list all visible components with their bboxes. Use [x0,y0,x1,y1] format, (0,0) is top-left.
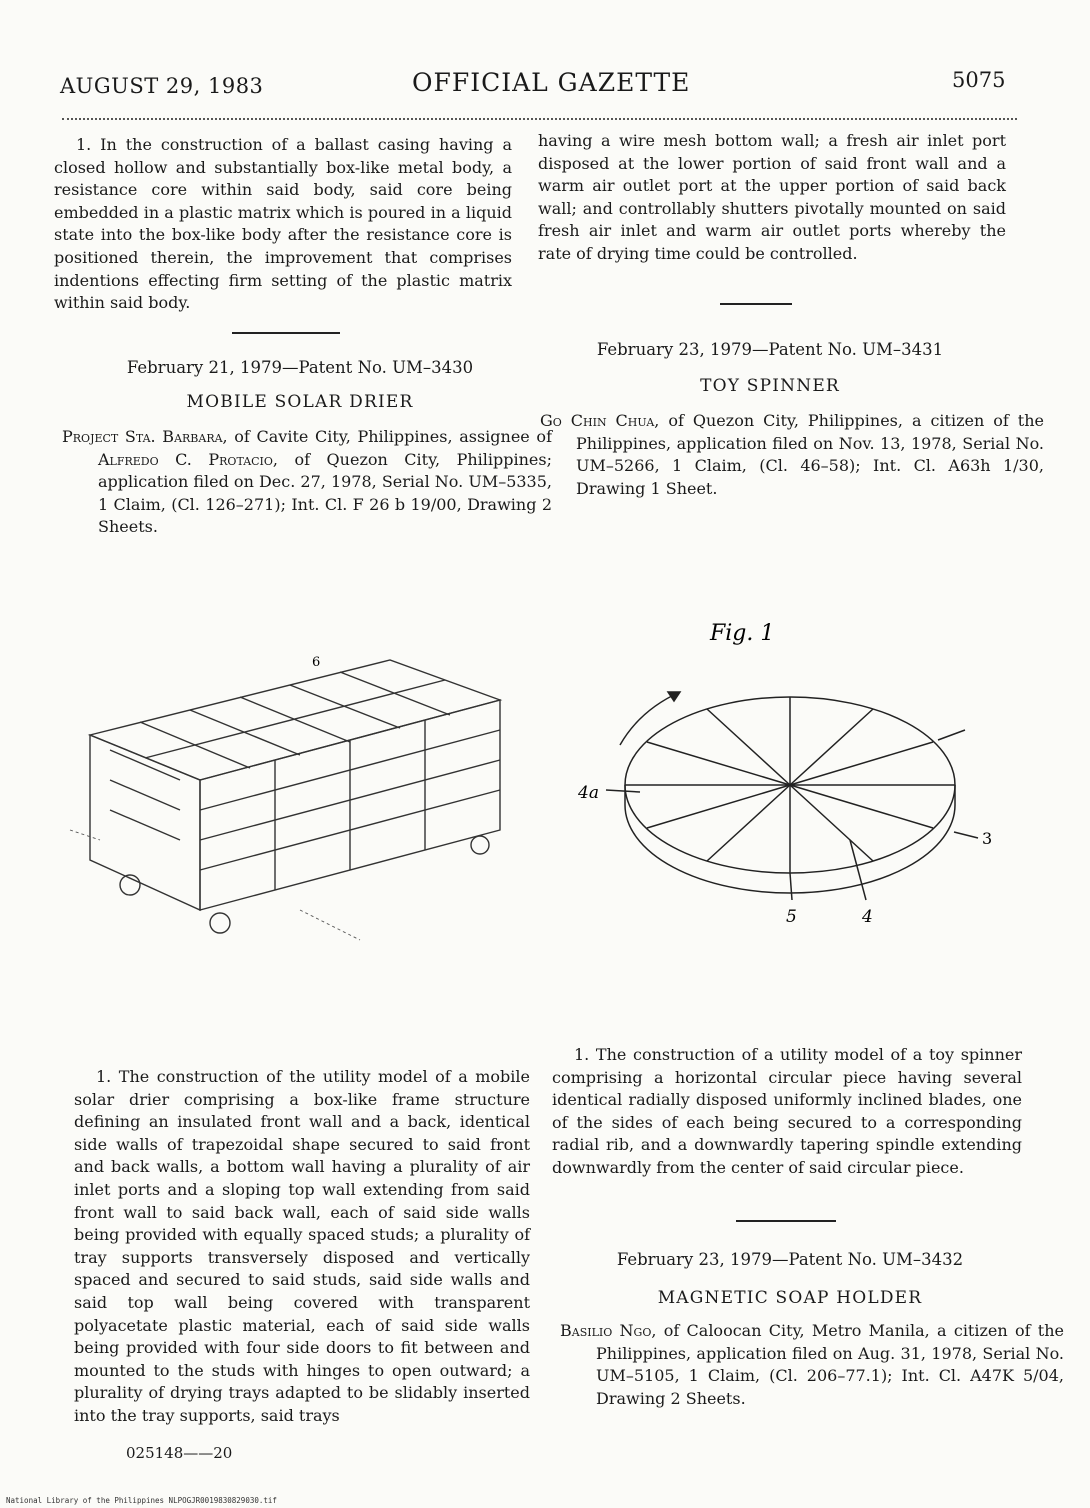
applicant-name: Basilio Ngo [560,1321,652,1340]
toy-spinner-claim-text: 1. The construction of a utility model of a toy spinner comprising a horizontal circular piece having several identical radially disposed uniformly inclined blades, one of the sides of each being secured to a corresponding radial rib, and a downwardly tapering spindle extending downwardly from the center of said circular piece. [552,1045,1022,1177]
solar-drier-claim-text: 1. The construction of the utility model of a mobile solar drier comprising a box-like frame structure defining an insulated front wall and a back, identical side walls of trapezoidal shape secured to said front and back walls, a bottom wall having a plurality of air inlet ports and a sloping top wall extending from said front wall to said back wall, each of said side walls being provided with equally spaced studs; a plurality of tray supports transversely disposed and vertically spaced and secured to said studs, said side walls and said top wall being covered with transparent polyacetate plastic material, each of said side walls being provided with four side doors to fit between and mounted to the studs with hinges to open outward; a plurality of drying trays adapted to be slidably inserted into the tray supports, said trays [74,1067,530,1425]
patent-heading-um3431: February 23, 1979—Patent No. UM–3431 [596,340,944,359]
solar-drier-claim-continued: having a wire mesh bottom wall; a fresh air inlet port disposed at the lower portion of said front wall and a warm air outlet port at the upper portion of said back wall; and controllably shutters pivotally mounted on said fresh air inlet and warm air outlet ports whereby the rate of drying time could be controlled. [538,131,1006,263]
assignor-name: Alfredo C. Protacio [98,449,273,469]
applicant-details: , of Cavite City, Philippines, assignee of [222,427,552,446]
applicant-name: Go Chin Chua [540,411,655,430]
applicant-rest: , of Caloocan City, Metro Manila, a citizen of the Philippines, application filed on Aug. 31, 1978, Serial No. UM–5105, 1 Claim, (Cl. 206–77.1); Int. Cl. A47K 5/04, Drawing 2 Sheets. [596,1321,1064,1408]
figure-label: Fig. 1 [710,621,775,646]
patent-heading-um3430: February 21, 1979—Patent No. UM–3430 [126,358,474,377]
solar-drier-drawing [60,640,530,970]
patent-title-solar-drier: MOBILE SOLAR DRIER [186,392,414,412]
callout-3: 3 [982,829,993,848]
drier-callout-6: 6 [312,655,321,670]
patent-title-toy-spinner: TOY SPINNER [700,376,840,396]
patent-applicant-um3431 [540,410,1044,500]
ballast-claim-text: 1. In the construction of a ballast casing having a closed hollow and substantially box-like metal body, a resistance core within said body, said core being embedded in a plastic matrix which is poured in a liquid state into the box-like body after the resistance core is positioned therein, the improvement that comprises indentions effecting firm setting of the plastic matrix within said body. [54,135,512,313]
publication-title: OFFICIAL GAZETTE [412,68,691,97]
callout-4a: 4a [578,783,599,803]
issue-date: AUGUST 29, 1983 [60,74,264,98]
page-number: 5075 [952,68,1006,92]
section-divider [736,1220,836,1222]
patent-title-soap-holder: MAGNETIC SOAP HOLDER [657,1288,923,1308]
callout-4: 4 [862,907,873,927]
print-code: 025148——20 [126,1444,233,1462]
scan-footer: National Library of the Philippines NLPOGJR0019830829030.tif [6,1496,277,1505]
patent-applicant-um3432 [560,1320,1064,1410]
section-divider [232,332,340,334]
header-rule [62,118,1017,120]
section-divider [720,303,792,305]
applicant-name: Project Sta. Barbara [62,427,223,446]
patent-heading-um3432: February 23, 1979—Patent No. UM–3432 [616,1250,964,1269]
callout-5: 5 [786,907,797,927]
applicant-rest: , of Quezon City, Philippines; application filed on Dec. 27, 1978, Serial No. UM–5335, 1 Claim, (Cl. 126–271); Int. Cl. F 26 b 19/00, Drawing 2 Sheets. [98,449,552,537]
applicant-rest: , of Quezon City, Philippines, a citizen of the Philippines, application filed on Nov. 13, 1978, Serial No. UM–5266, 1 Claim, (Cl. 46–58); Int. Cl. A63h 1/30, Drawing 1 Sheet. [576,411,1044,498]
patent-applicant-um3430 [62,426,552,539]
toy-spinner-drawing [570,600,1010,940]
